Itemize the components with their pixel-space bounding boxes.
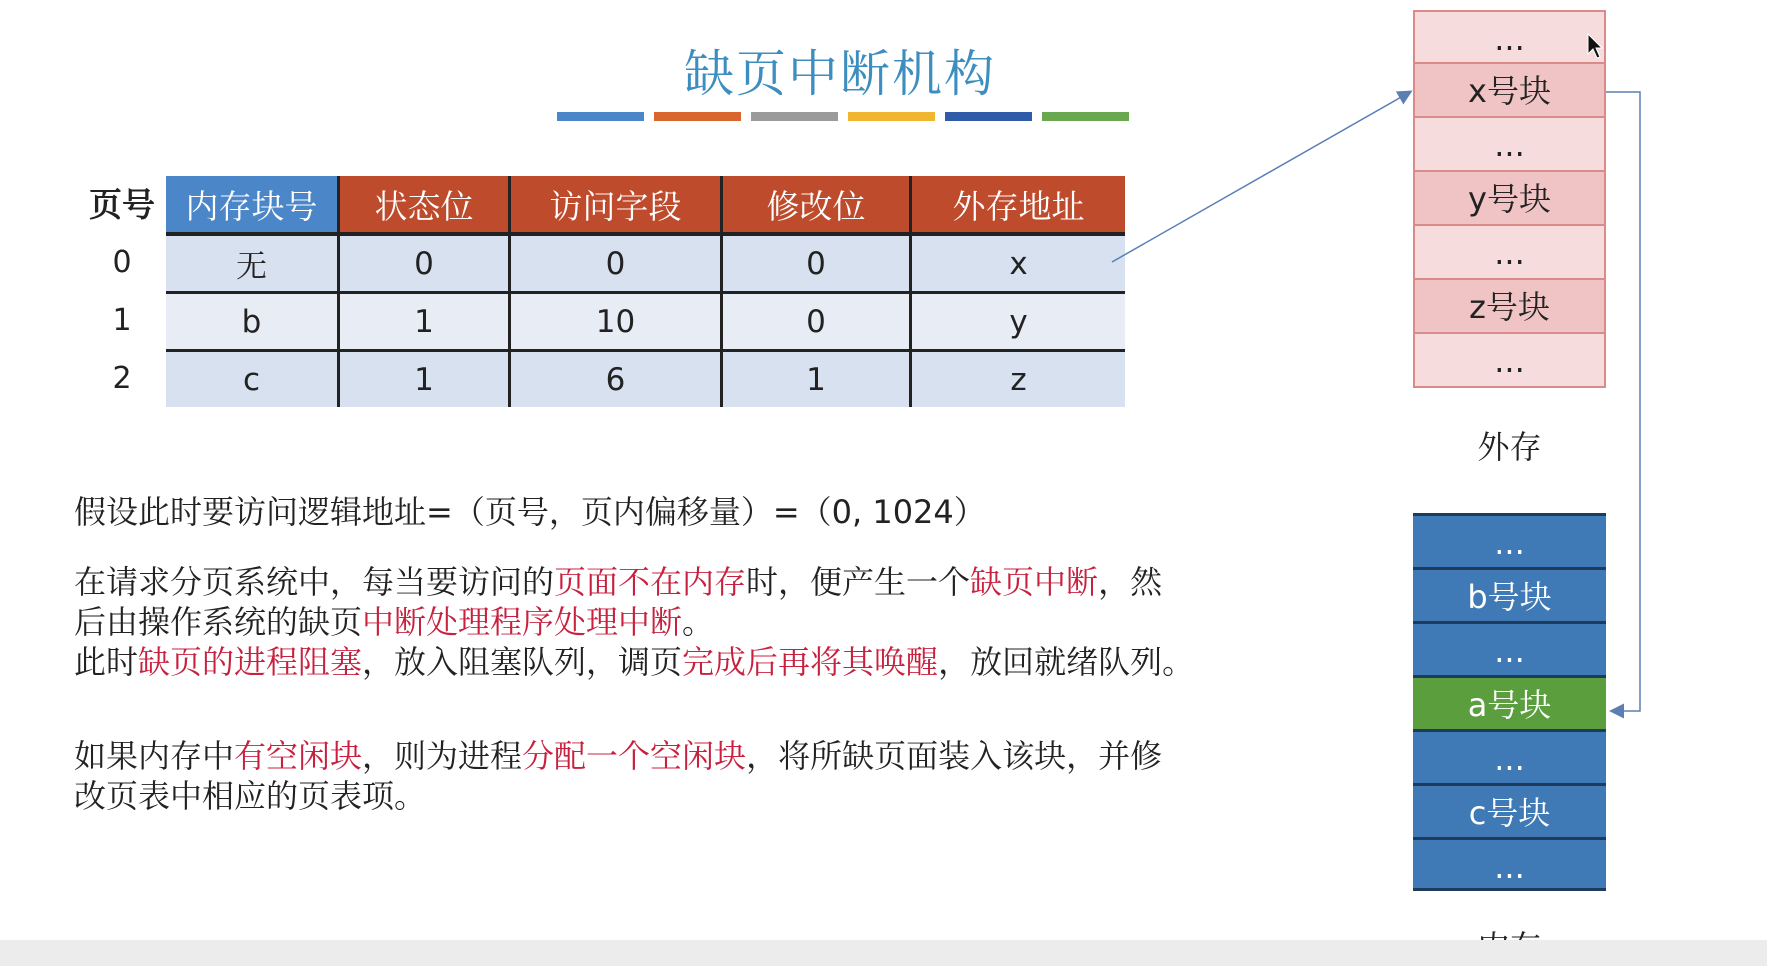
storage-block: ...	[1413, 334, 1606, 388]
table-cell: 0	[722, 293, 911, 351]
footer-band	[0, 940, 1767, 966]
highlight-text: 有空闲块	[234, 737, 363, 775]
highlight-text: 分配一个空闲块	[522, 737, 747, 775]
slide-title: 缺页中断机构	[684, 45, 996, 103]
storage-block: ...	[1413, 118, 1606, 172]
storage-block: ...	[1413, 226, 1606, 280]
arrow-x-to-block	[1112, 92, 1410, 262]
memory-block: ...	[1413, 729, 1606, 783]
paragraph-text: 如果内存中	[74, 737, 235, 775]
table-cell: 0	[722, 234, 911, 293]
page-number: 0	[112, 245, 132, 280]
table-cell: 6	[510, 351, 722, 408]
table-cell: z	[911, 351, 1126, 408]
memory-block: ...	[1413, 621, 1606, 675]
paragraph-text: 时，便产生一个	[746, 563, 971, 601]
page-number: 2	[112, 361, 132, 396]
memory-block-c: c号块	[1413, 783, 1606, 837]
paragraph-text: 改页表中相应的页表项。	[74, 777, 427, 815]
paragraph-text: ，则为进程	[362, 737, 523, 775]
paragraph-text: 此时	[74, 643, 139, 681]
table-cell: 无	[166, 234, 339, 293]
paragraph-text: 。	[682, 603, 715, 641]
memory-block-b: b号块	[1413, 567, 1606, 621]
column-header: 访问字段	[510, 176, 722, 234]
column-header: 外存地址	[911, 176, 1126, 234]
paragraph-text: ，放入阻塞队列，调页	[362, 643, 683, 681]
external-storage-caption: 外存	[1477, 428, 1542, 466]
table-cell: c	[166, 351, 339, 408]
table-cell: 0	[339, 234, 510, 293]
mouse-cursor-icon	[1588, 34, 1602, 58]
paragraph-text: ，放回就绪队列。	[938, 643, 1195, 681]
highlight-text: 中断处理程序处理中断	[362, 603, 683, 641]
highlight-text: 完成后再将其唤醒	[682, 643, 939, 681]
paragraph-text: 后由操作系统的缺页	[74, 603, 363, 641]
storage-block-y: y号块	[1413, 172, 1606, 226]
storage-block-x: x号块	[1413, 64, 1606, 118]
table-cell: 1	[339, 351, 510, 408]
highlight-text: 页面不在内存	[554, 563, 747, 601]
storage-block-z: z号块	[1413, 280, 1606, 334]
memory-block: ...	[1413, 837, 1606, 891]
highlight-text: 缺页中断	[970, 563, 1099, 601]
paragraph-text: ，然	[1098, 563, 1163, 601]
column-header: 状态位	[339, 176, 510, 234]
table-cell: 10	[510, 293, 722, 351]
storage-block: ...	[1413, 10, 1606, 64]
paragraph-text: 在请求分页系统中，每当要访问的	[74, 563, 555, 601]
paragraph-text: ，将所缺页面装入该块，并修	[746, 737, 1163, 775]
memory-block: ...	[1413, 513, 1606, 567]
page-number: 1	[112, 303, 132, 338]
arrow-x-block-to-memory-a	[1606, 92, 1640, 711]
highlight-text: 缺页的进程阻塞	[138, 643, 363, 681]
column-header: 修改位	[722, 176, 911, 234]
table-cell: y	[911, 293, 1126, 351]
table-cell: b	[166, 293, 339, 351]
table-cell: 1	[339, 293, 510, 351]
table-cell: 0	[510, 234, 722, 293]
column-header: 内存块号	[166, 176, 339, 234]
memory-block-a: a号块	[1413, 675, 1606, 729]
table-cell: 1	[722, 351, 911, 408]
table-cell: x	[911, 234, 1126, 293]
paragraph-text: 假设此时要访问逻辑地址=（页号，页内偏移量）=（0, 1024）	[74, 493, 986, 531]
page-number-header: 页号	[89, 185, 155, 224]
